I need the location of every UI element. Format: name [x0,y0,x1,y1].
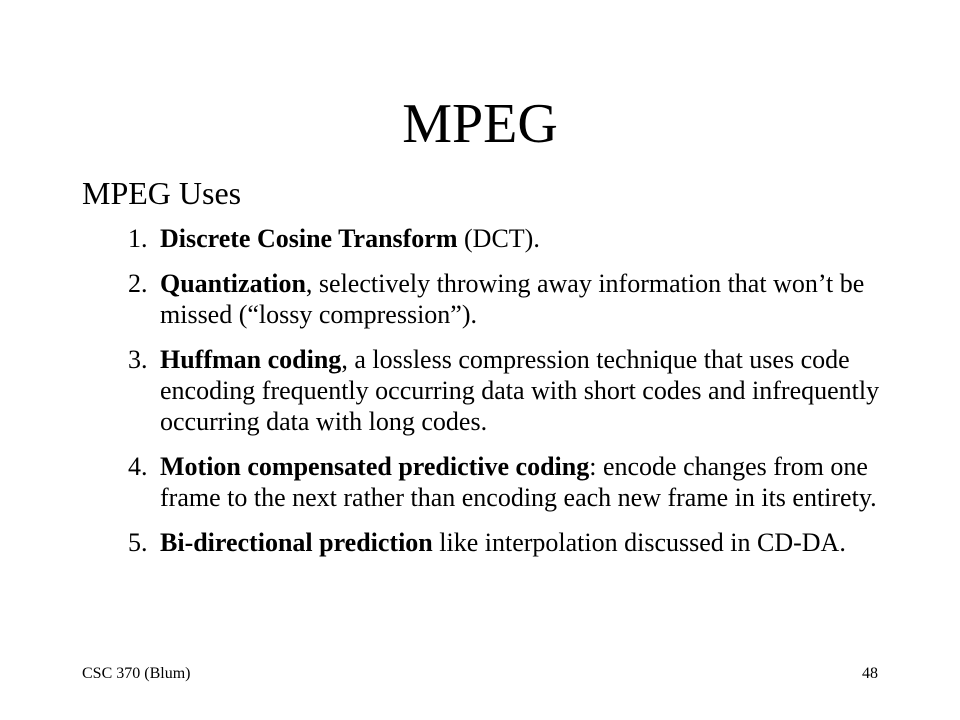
list-item-number: 2. [128,269,148,298]
footer-page-number: 48 [862,665,878,682]
list-item-text: (DCT). [457,224,540,253]
list-item [128,223,888,254]
list-item-term: Bi-directional prediction [160,528,433,557]
footer-course-label: CSC 370 (Blum) [82,665,191,682]
list-item-text: : encode changes from one frame to the next rather than encoding each new frame in its entirety. [160,452,877,512]
list-item [128,527,888,558]
slide-subtitle: MPEG Uses [82,175,242,211]
list-item [128,268,888,330]
list-item-term: Motion compensated predictive coding [160,452,590,481]
list-item-number: 1. [128,224,148,253]
list-item-text: , a lossless compression technique that uses code encoding frequently occurring data with short codes and infrequently occurring data with long codes. [160,345,880,436]
numbered-list [128,223,888,572]
list-item-term: Discrete Cosine Transform [160,224,458,253]
list-item-number: 5. [128,528,148,557]
list-item-term: Quantization [160,269,306,298]
list-item-text: , selectively throwing away information that won’t be missed (“lossy compression”). [160,269,865,329]
list-item-number: 4. [128,452,148,481]
list-item-term: Huffman coding [160,345,342,374]
list-item-number: 3. [128,345,148,374]
list-item [128,344,888,437]
slide-title: MPEG [402,93,558,155]
list-item-text: like interpolation discussed in CD-DA. [432,528,846,557]
list-item [128,451,888,513]
